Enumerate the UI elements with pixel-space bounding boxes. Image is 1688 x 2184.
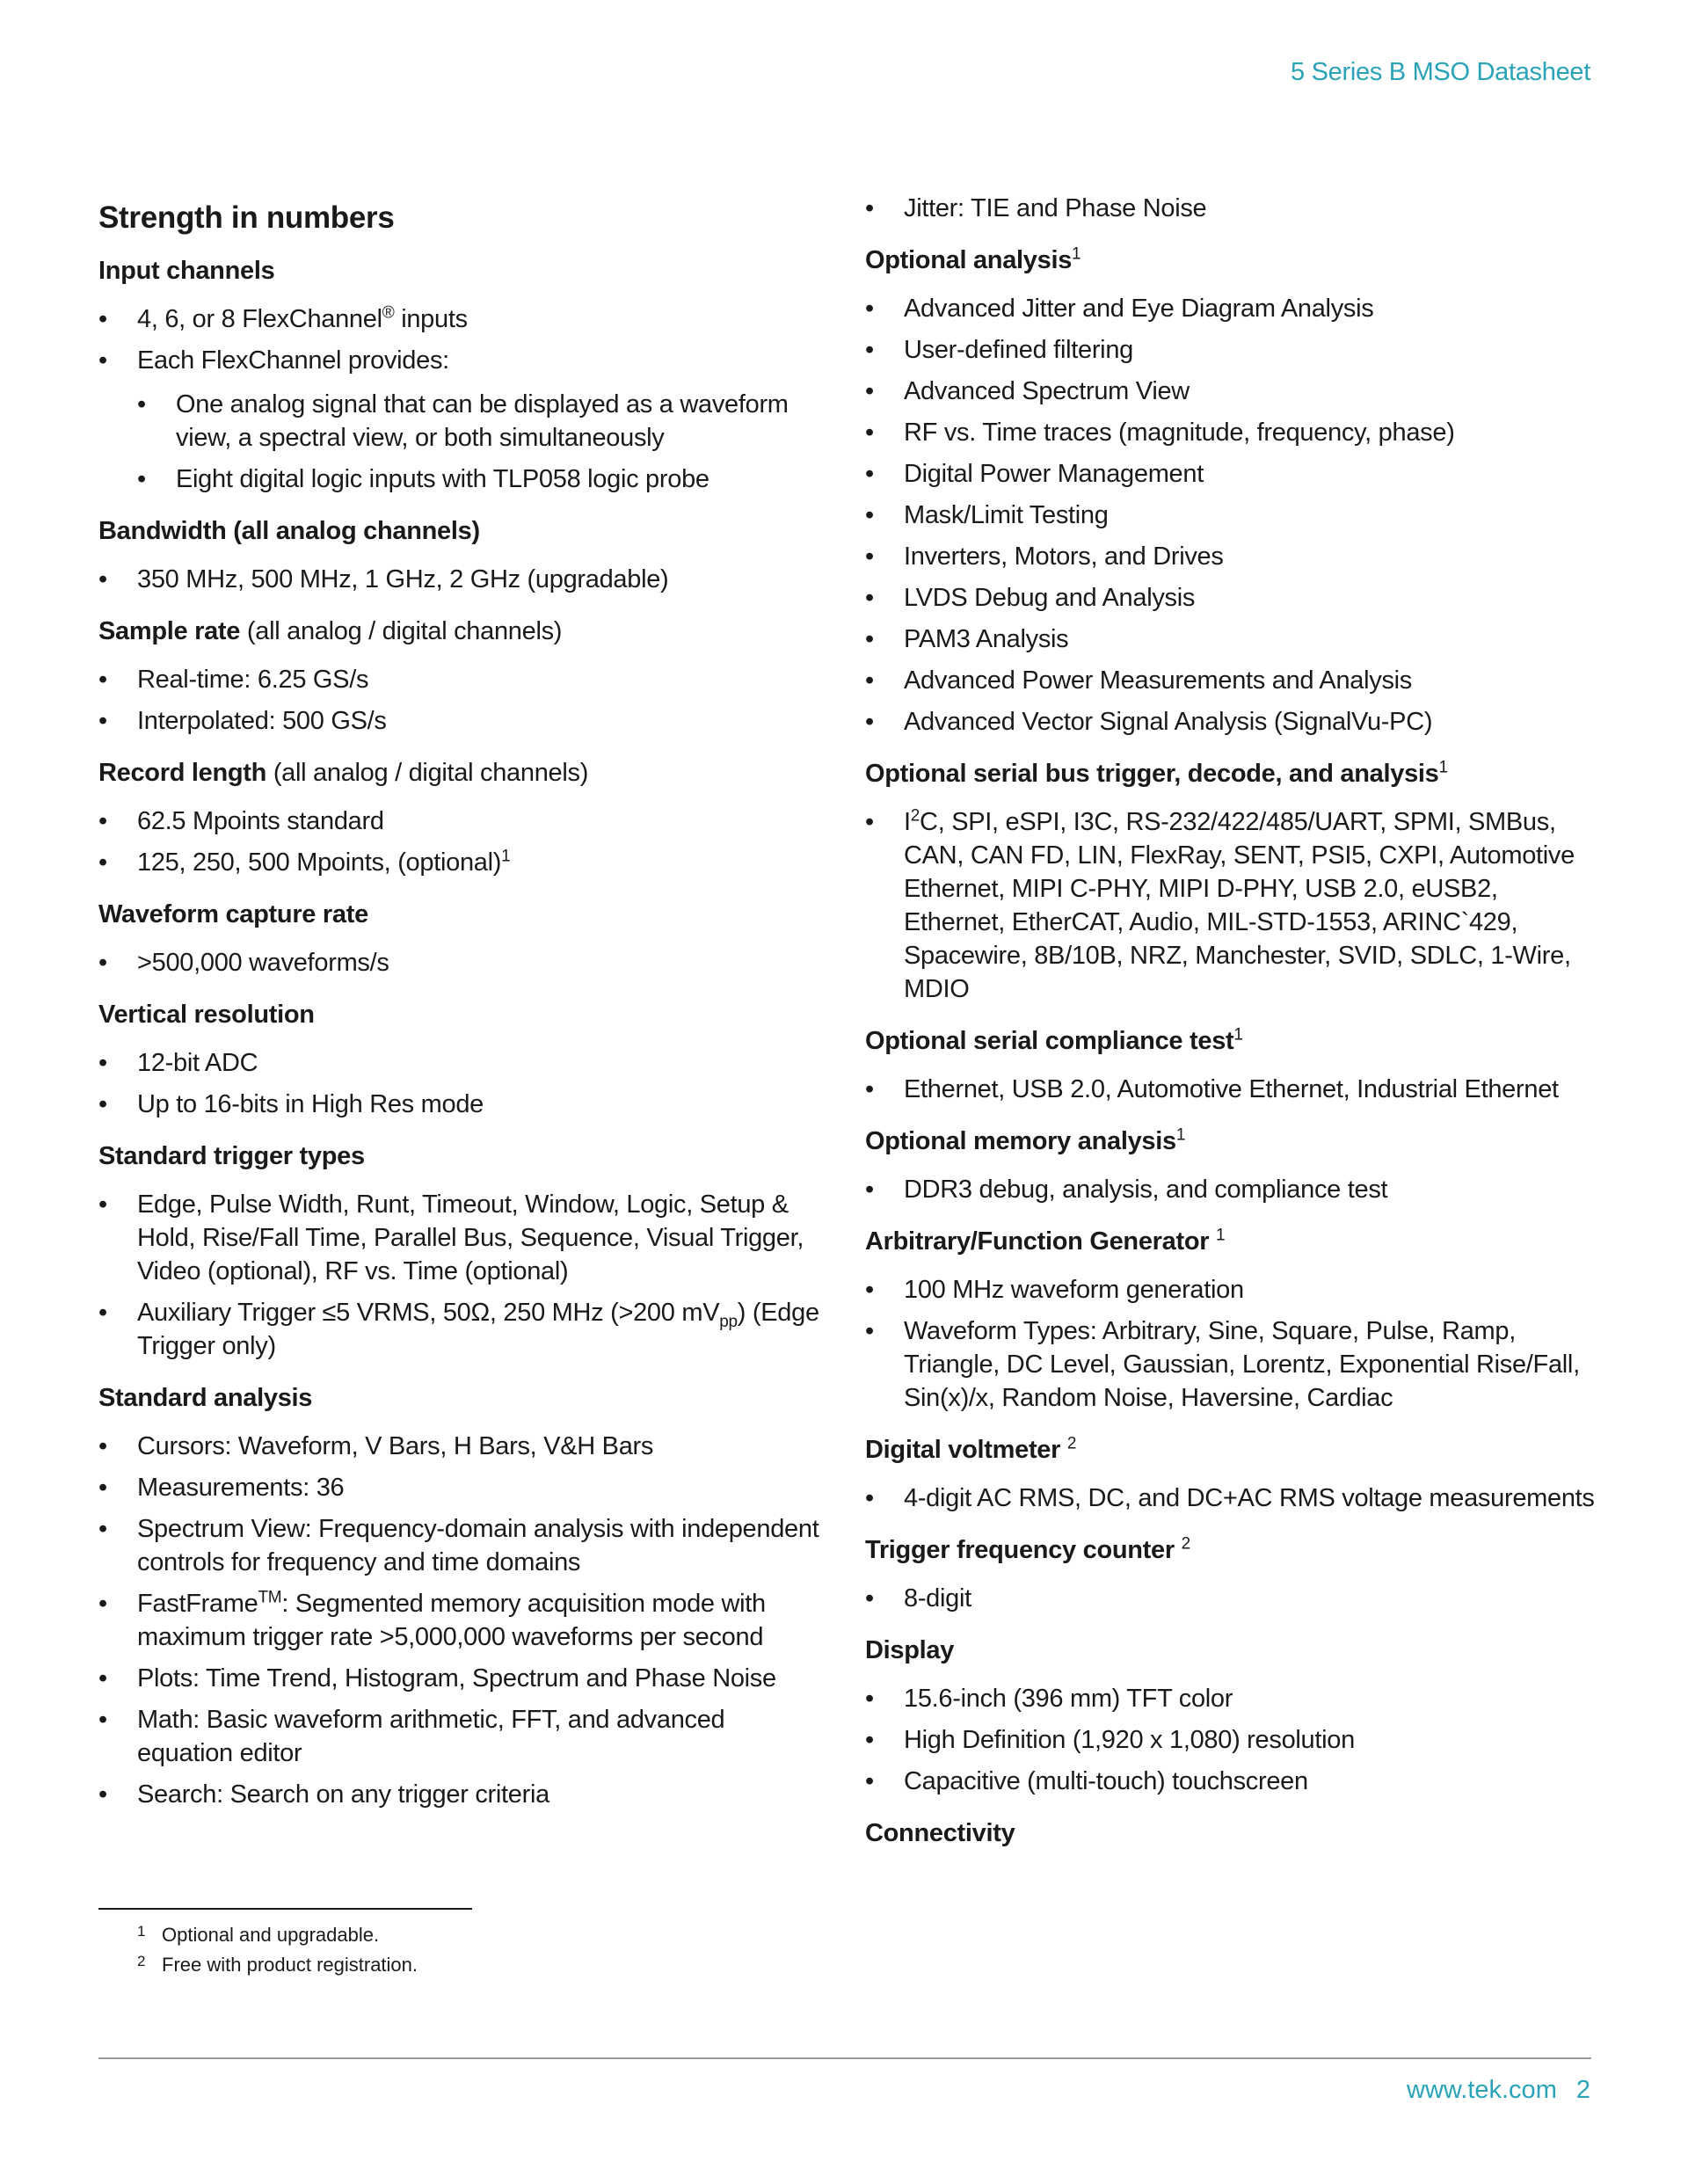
standard-analysis-heading: Standard analysis [98, 1384, 313, 1412]
list-item: • 350 MHz, 500 MHz, 1 GHz, 2 GHz (upgradable) [98, 563, 819, 596]
list-item: • Inverters, Motors, and Drives [865, 540, 1595, 573]
left-column [98, 192, 819, 1831]
memory-analysis-list [865, 1173, 1595, 1206]
list-item: • Waveform Types: Arbitrary, Sine, Square, Pulse, Ramp, Triangle, DC Level, Gaussian, Lorentz, Exponential Rise/Fall, Sin(x)/x, Random Noise, Haversine, Cardiac [865, 1314, 1595, 1415]
dvm-heading: Digital voltmeter $^2$ [865, 1434, 1077, 1464]
list-item: • Eight digital logic inputs with TLP058 logic probe [137, 462, 819, 496]
vertical-resolution-heading: Vertical resolution [98, 1001, 315, 1029]
serial-bus-list [865, 805, 1595, 1006]
list-item: • 62.5 Mpoints standard [98, 804, 819, 838]
list-item: • Spectrum View: Frequency-domain analysis with independent controls for frequency and time domains [98, 1512, 819, 1579]
list-item: • Math: Basic waveform arithmetic, FFT, and advanced equation editor [98, 1703, 819, 1770]
waveform-capture-heading: Waveform capture rate [98, 900, 368, 928]
list-item: • RF vs. Time traces (magnitude, frequency, phase) [865, 416, 1595, 449]
sample-rate-list [98, 663, 819, 738]
display-heading: Display [865, 1636, 955, 1664]
list-item: • 4, 6, or 8 FlexChannel® inputs [98, 302, 819, 336]
memory-analysis-heading: Optional memory analysis$^1$ [865, 1125, 1186, 1155]
list-item: • Advanced Spectrum View [865, 375, 1595, 408]
input-channels-list [98, 302, 819, 496]
list-item: • >500,000 waveforms/s [98, 946, 819, 979]
serial-bus-heading: Optional serial bus trigger, decode, and analysis$^1$ [865, 758, 1448, 788]
list-item: • Jitter: TIE and Phase Noise [865, 192, 1595, 225]
jitter-list [865, 192, 1595, 225]
waveform-capture-list [98, 946, 819, 979]
afg-heading: Arbitrary/Function Generator $^1$ [865, 1226, 1226, 1256]
list-item: • Advanced Jitter and Eye Diagram Analysis [865, 292, 1595, 325]
compliance-heading: Optional serial compliance test$^1$ [865, 1025, 1243, 1055]
list-item: • User-defined filtering [865, 333, 1595, 367]
page-number: 2 [1575, 2076, 1590, 2104]
footnotes [98, 1908, 472, 1980]
list-item: • Auxiliary Trigger ≤5 VRMS, 50Ω, 250 MHz (>200 $mV_{pp}$) (Edge Trigger only) [98, 1296, 819, 1363]
vertical-resolution-list [98, 1046, 819, 1121]
list-item: • Up to 16-bits in High Res mode [98, 1088, 819, 1121]
optional-analysis-heading: Optional analysis$^1$ [865, 244, 1081, 274]
footer-divider [98, 2057, 1591, 2059]
list-item: • Advanced Power Measurements and Analysis [865, 664, 1595, 697]
record-length-list [98, 804, 819, 879]
list-item: • Measurements: 36 [98, 1471, 819, 1504]
page-footer [1407, 2076, 1590, 2105]
trigger-types-heading: Standard trigger types [98, 1142, 365, 1170]
list-item: • 125, 250, 500 Mpoints, (optional)$^1$ [98, 846, 819, 879]
afg-list [865, 1273, 1595, 1415]
footer-url-link[interactable]: www.tek.com [1407, 2076, 1557, 2104]
list-item: • 8-digit [865, 1582, 1595, 1615]
list-item: • 15.6-inch (396 mm) TFT color [865, 1682, 1595, 1715]
standard-analysis-list [98, 1430, 819, 1811]
bandwidth-heading: Bandwidth (all analog channels) [98, 517, 480, 545]
list-item: • Ethernet, USB 2.0, Automotive Ethernet, Industrial Ethernet [865, 1073, 1595, 1106]
optional-analysis-list [865, 292, 1595, 739]
connectivity-heading: Connectivity [865, 1819, 1015, 1847]
trigger-types-list [98, 1188, 819, 1363]
list-item: • 4-digit AC RMS, DC, and DC+AC RMS voltage measurements [865, 1481, 1595, 1515]
list-item: • Real-time: 6.25 GS/s [98, 663, 819, 696]
list-item: • 12-bit ADC [98, 1046, 819, 1080]
list-item: • Digital Power Management [865, 457, 1595, 491]
list-item: • Interpolated: 500 GS/s [98, 704, 819, 738]
list-item: • Mask/Limit Testing [865, 499, 1595, 532]
section-title: Strength in numbers [98, 200, 395, 235]
input-channels-heading: Input channels [98, 257, 275, 285]
flexchannel-sublist [137, 388, 819, 496]
right-column [865, 192, 1595, 1865]
list-item: • 100 MHz waveform generation [865, 1273, 1595, 1307]
list-item: • Capacitive (multi-touch) touchscreen [865, 1765, 1595, 1798]
list-item: • Plots: Time Trend, Histogram, Spectrum and Phase Noise [98, 1662, 819, 1695]
compliance-list [865, 1073, 1595, 1106]
list-item: • Cursors: Waveform, V Bars, H Bars, V&H Bars [98, 1430, 819, 1463]
list-item: • Search: Search on any trigger criteria [98, 1778, 819, 1811]
record-length-heading: Record length (all analog / digital channels) [98, 759, 589, 787]
list-item: • One analog signal that can be displayed as a waveform view, a spectral view, or both simultaneously [137, 388, 819, 455]
footnote: 1 Optional and upgradable. [137, 1923, 380, 1946]
footnote: 2 Free with product registration. [137, 1953, 418, 1976]
display-list [865, 1682, 1595, 1798]
list-item: • Edge, Pulse Width, Runt, Timeout, Window, Logic, Setup & Hold, Rise/Fall Time, Parallel Bus, Sequence, Visual Trigger, Video (optional), RF vs. Time (optional) [98, 1188, 819, 1288]
frequency-counter-list [865, 1582, 1595, 1615]
list-item: • LVDS Debug and Analysis [865, 581, 1595, 615]
list-item: • PAM3 Analysis [865, 622, 1595, 656]
frequency-counter-heading: Trigger frequency counter $^2$ [865, 1534, 1190, 1564]
list-item: • Advanced Vector Signal Analysis (SignalVu-PC) [865, 705, 1595, 739]
list-item: • $I^2C$, SPI, eSPI, I3C, RS-232/422/485/UART, SPMI, SMBus, CAN, CAN FD, LIN, FlexRay, SENT, PSI5, CXPI, Automotive Ethernet, MIPI C-PHY, MIPI D-PHY, USB 2.0, eUSB2, Ethernet, EtherCAT, Audio, MIL-STD-1553, ARINC`429, Spacewire, 8B/10B, NRZ, Manchester, SVID, SDLC, 1-Wire, MDIO [865, 805, 1595, 1006]
list-item: • High Definition (1,920 x 1,080) resolution [865, 1723, 1595, 1757]
dvm-list [865, 1481, 1595, 1515]
list-item: • DDR3 debug, analysis, and compliance test [865, 1173, 1595, 1206]
list-item: • Each FlexChannel provides: • One analog signal that can be displayed as a waveform view, a spectral view, or both simultaneously • Eight digital logic inputs with TLP058 logic probe [98, 344, 819, 496]
bandwidth-list [98, 563, 819, 596]
sample-rate-heading: Sample rate (all analog / digital channels) [98, 617, 563, 645]
list-item: • FastFrame™: Segmented memory acquisition mode with maximum trigger rate >5,000,000 waveforms per second [98, 1587, 819, 1654]
document-header-title: 5 Series B MSO Datasheet [1291, 58, 1590, 86]
